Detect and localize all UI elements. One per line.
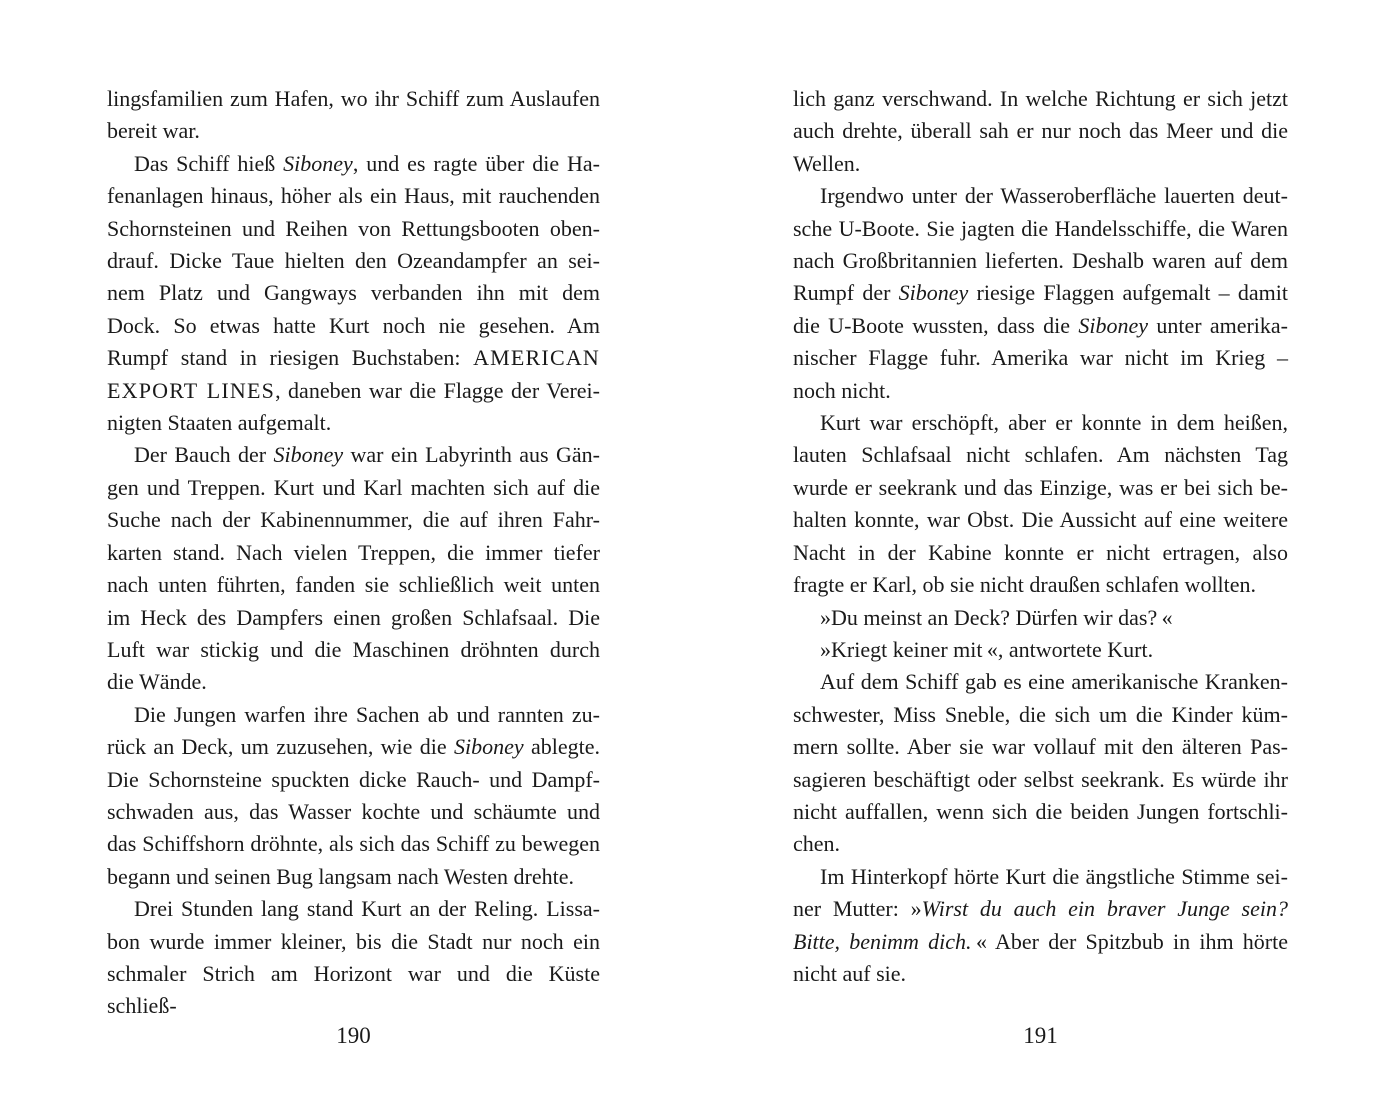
- text: schmaler Strich am Horizont war und die Küste schließ-: [107, 960, 600, 1019]
- text: Irgendwo unter der Wasseroberfläche lauerten deut-: [820, 183, 1288, 209]
- text: nicht auf sie.: [793, 960, 907, 986]
- text-line: [793, 472, 1288, 504]
- text: riesige Flaggen aufgemalt – damit: [968, 280, 1289, 306]
- text-line: [793, 504, 1288, 536]
- text: ablegte.: [523, 734, 600, 760]
- text-line: [793, 569, 1288, 601]
- text: halten konnte, war Obst. Die Aussicht auf eine weitere: [793, 507, 1288, 533]
- text: unter amerika-: [1148, 312, 1289, 338]
- text-line: [107, 537, 600, 569]
- text-line: [107, 310, 600, 342]
- text-line: [793, 764, 1288, 796]
- text-line: [793, 407, 1288, 439]
- italic-text: Siboney: [1078, 312, 1149, 338]
- italic-text: Bitte, benimm dich.: [793, 928, 972, 954]
- text-line: [793, 699, 1288, 731]
- text: chen.: [793, 831, 841, 857]
- text-line: [107, 407, 600, 439]
- text: Rumpf der: [793, 280, 899, 306]
- text: wurde er seekrank und das Einzige, was er bei sich be-: [793, 474, 1288, 500]
- text-line: [793, 861, 1288, 893]
- text: bereit war.: [107, 118, 200, 144]
- text-line: [107, 666, 600, 698]
- text: Auf dem Schiff gab es eine amerikanische Kranken-: [820, 669, 1288, 695]
- caps-text: AMERICAN: [473, 345, 600, 371]
- caps-text: EXPORT LINES: [107, 377, 276, 403]
- text-line: [107, 115, 600, 147]
- text: mern sollte. Aber sie war vollauf mit den älteren Pas-: [793, 734, 1288, 760]
- text-line: [107, 893, 600, 925]
- text: nem Platz und Gangways verbanden ihn mit dem: [107, 280, 600, 306]
- text: im Heck des Dampfers einen großen Schlafsaal. Die: [107, 604, 600, 630]
- text-line: [793, 213, 1288, 245]
- text-line: [793, 602, 1288, 634]
- text: Drei Stunden lang stand Kurt an der Reling. Lissa-: [134, 896, 600, 922]
- text: rück an Deck, um zuzusehen, wie die: [107, 734, 454, 760]
- text: , daneben war die Flagge der Verei-: [275, 377, 600, 403]
- text-line: [107, 148, 600, 180]
- text-line: [793, 180, 1288, 212]
- italic-text: Siboney: [273, 442, 344, 468]
- text-line: [107, 277, 600, 309]
- text: Nacht in der Kabine konnte er nicht ertragen, also: [793, 539, 1288, 565]
- text-line: [793, 828, 1288, 860]
- text: das Schiffshorn dröhnte, als sich das Schiff zu bewegen: [107, 831, 600, 857]
- italic-text: Siboney: [453, 734, 524, 760]
- italic-text: Siboney: [898, 280, 969, 306]
- text: fenanlagen hinaus, höher als ein Haus, mit rauchenden: [107, 183, 600, 209]
- text-line: [793, 83, 1288, 115]
- text-line: [107, 958, 600, 1023]
- text-line: [793, 439, 1288, 471]
- text: Kurt war erschöpft, aber er konnte in dem heißen,: [820, 410, 1288, 436]
- text: « Aber der Spitzbub in ihm hörte: [971, 928, 1288, 954]
- text: die Wände.: [107, 669, 207, 695]
- italic-text: Wirst du auch ein braver Junge sein?: [921, 896, 1288, 922]
- text-line: [793, 634, 1288, 666]
- text: Suche nach der Kabinennummer, die auf ihren Fahr-: [107, 507, 600, 533]
- text: schwaden aus, das Wasser kochte und schäumte und: [107, 798, 600, 824]
- text-line: [107, 828, 600, 860]
- page-number: 191: [1023, 1023, 1058, 1048]
- text: begann und seinen Bug langsam nach Westen drehte.: [107, 863, 575, 889]
- text-line: [107, 926, 600, 958]
- text: »Kriegt keiner mit «, antwortete Kurt.: [820, 636, 1154, 662]
- text-line: [107, 731, 600, 763]
- text-line: [793, 537, 1288, 569]
- text: fragte er Karl, ob sie nicht draußen schlafen wollten.: [793, 572, 1257, 598]
- text: Der Bauch der: [134, 442, 274, 468]
- text-line: [793, 115, 1288, 147]
- text-line: [793, 958, 1288, 990]
- text-line: [107, 472, 600, 504]
- text: »Du meinst an Deck? Dürfen wir das? «: [820, 604, 1173, 630]
- text-line: [793, 926, 1288, 958]
- text: nach Großbritannien lieferten. Deshalb waren auf dem: [793, 248, 1288, 274]
- text-line: [793, 375, 1288, 407]
- text: Das Schiff hieß: [134, 150, 284, 176]
- text: Dock. So etwas hatte Kurt noch nie gesehen. Am: [107, 312, 600, 338]
- text: die U-Boote wussten, dass die: [793, 312, 1079, 338]
- text-line: [793, 148, 1288, 180]
- text-line: [107, 764, 600, 796]
- text-line: [107, 861, 600, 893]
- text: lingsfamilien zum Hafen, wo ihr Schiff zum Auslaufen: [107, 86, 600, 111]
- text-line: [107, 83, 600, 115]
- page-text: [107, 83, 600, 1023]
- text: nicht auffallen, wenn sich die beiden Jungen fortschli-: [793, 798, 1288, 824]
- text: nischer Flagge fuhr. Amerika war nicht im Krieg –: [793, 345, 1288, 371]
- text-line: [793, 310, 1288, 342]
- text: Luft war stickig und die Maschinen dröhnten durch: [107, 636, 600, 662]
- text-line: [107, 375, 600, 407]
- text-line: [107, 342, 600, 374]
- text: Wellen.: [793, 150, 861, 176]
- text: , und es ragte über die Ha-: [352, 150, 600, 176]
- text: nigten Staaten aufgemalt.: [107, 410, 332, 436]
- text: Die Jungen warfen ihre Sachen ab und rannten zu-: [134, 701, 600, 727]
- text-line: [107, 796, 600, 828]
- text: lich ganz verschwand. In welche Richtung er sich jetzt: [793, 86, 1288, 111]
- text: noch nicht.: [793, 377, 891, 403]
- text: Die Schornsteine spuckten dicke Rauch- und Dampf-: [107, 766, 600, 792]
- text: war ein Labyrinth aus Gän-: [343, 442, 600, 468]
- text-line: [107, 439, 600, 471]
- text: karten stand. Nach vielen Treppen, die immer tiefer: [107, 539, 600, 565]
- text-line: [793, 893, 1288, 925]
- text: Rumpf stand in riesigen Buchstaben:: [107, 345, 474, 371]
- text: sagieren beschäftigt oder selbst seekrank. Es würde ihr: [793, 766, 1288, 792]
- page-right: [697, 0, 1394, 1104]
- text-line: [793, 796, 1288, 828]
- text-line: [793, 277, 1288, 309]
- page-text: [793, 83, 1288, 990]
- text-line: [793, 731, 1288, 763]
- text: gen und Treppen. Kurt und Karl machten sich auf die: [107, 474, 600, 500]
- text: Im Hinterkopf hörte Kurt die ängstliche Stimme sei-: [820, 863, 1288, 889]
- text: sche U-Boote. Sie jagten die Handelsschiffe, die Waren: [793, 215, 1288, 241]
- text: lauten Schlafsaal nicht schlafen. Am nächsten Tag: [793, 442, 1288, 468]
- text-line: [107, 569, 600, 601]
- text-line: [107, 699, 600, 731]
- text-line: [793, 666, 1288, 698]
- text-line: [793, 342, 1288, 374]
- text: bon wurde immer kleiner, bis die Stadt nur noch ein: [107, 928, 600, 954]
- italic-text: Siboney: [283, 150, 353, 176]
- text: nach unten führten, fanden sie schließlich weit unten: [107, 572, 600, 598]
- text-line: [107, 180, 600, 212]
- text-line: [793, 245, 1288, 277]
- text-line: [107, 602, 600, 634]
- text: schwester, Miss Sneble, die sich um die Kinder küm-: [793, 701, 1288, 727]
- text: ner Mutter: »: [793, 896, 922, 922]
- text-line: [107, 634, 600, 666]
- text-line: [107, 504, 600, 536]
- text: auch drehte, überall sah er nur noch das Meer und die: [793, 118, 1288, 144]
- text: drauf. Dicke Taue hielten den Ozeandampfer an sei-: [107, 248, 600, 274]
- page-number: 190: [336, 1023, 371, 1048]
- text-line: [107, 245, 600, 277]
- text-line: [107, 213, 600, 245]
- text: Schornsteinen und Reihen von Rettungsbooten oben-: [107, 215, 600, 241]
